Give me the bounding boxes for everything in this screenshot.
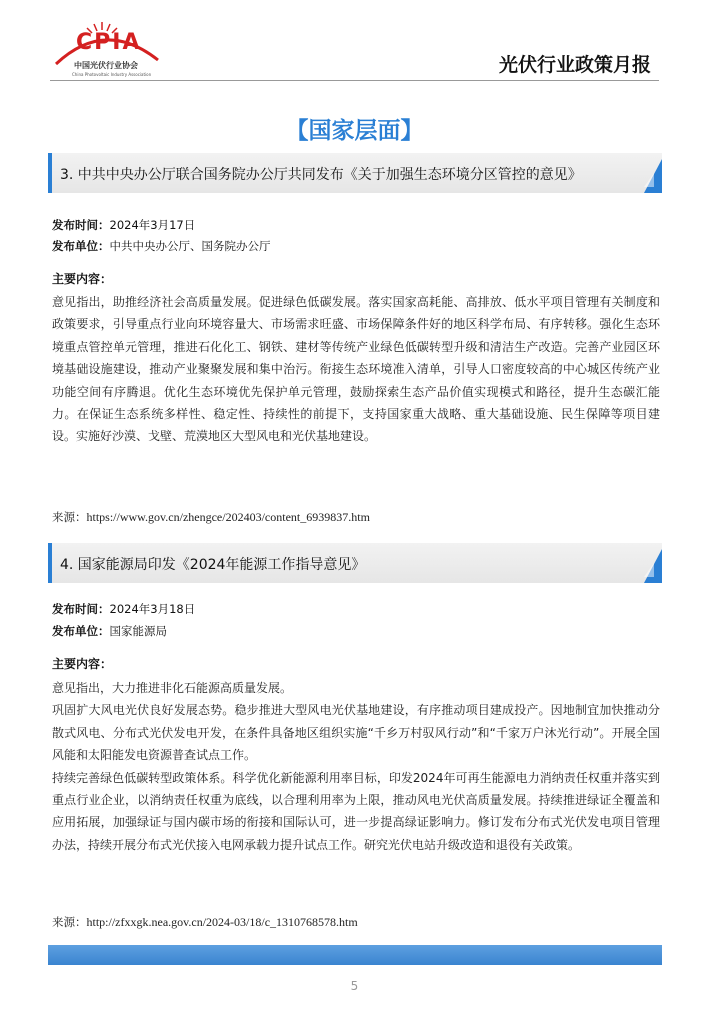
section-accent bbox=[48, 153, 52, 193]
source-line: 来源：https://www.gov.cn/zhengce/202403/content_6939837.htm bbox=[52, 510, 370, 524]
footer-bar bbox=[48, 945, 662, 965]
header-divider bbox=[50, 80, 659, 81]
section-accent bbox=[48, 543, 52, 583]
logo-cn: 中国光伏行业协会 bbox=[74, 61, 138, 70]
content-body bbox=[52, 291, 660, 448]
section-title-bar bbox=[48, 543, 662, 583]
content-label: 主要内容： bbox=[52, 657, 113, 671]
publish-unit: 发布单位：国家能源局 bbox=[52, 624, 167, 638]
source-link[interactable]: https://www.gov.cn/zhengce/202403/content_6939837.htm bbox=[86, 510, 370, 524]
logo-text: CPIA bbox=[76, 30, 142, 55]
section-title-bar bbox=[48, 153, 662, 193]
publish-unit: 发布单位：中共中央办公厅、国务院办公厅 bbox=[52, 239, 271, 253]
level-title: 【国家层面】 bbox=[285, 118, 424, 144]
content-label: 主要内容： bbox=[52, 272, 113, 286]
corner-decoration-icon bbox=[640, 159, 662, 193]
logo-en: China Photovoltaic Industry Association bbox=[72, 72, 152, 77]
content-paragraph: 持续完善绿色低碳转型政策体系。科学优化新能源利用率目标，印发2024年可再生能源电力消纳责任权重并落实到重点行业企业，以消纳责任权重为底线，以合理利用率为上限，推动风电光伏高质量发展。持续推进绿证全覆盖和应用拓展，加强绿证与国内碳市场的衔接和国际认可，进一步提高绿证影响力。修订发布分布式光伏发电项目管理办法，持续开展分布式光伏接入电网承载力提升试点工作。研究光伏电站升级改造和退役有关政策。 bbox=[52, 770, 660, 852]
report-title: 光伏行业政策月报 bbox=[498, 54, 651, 76]
publish-date: 发布时间：2024年3月18日 bbox=[52, 602, 196, 616]
section-title: 4. 国家能源局印发《2024年能源工作指导意见》 bbox=[60, 557, 366, 573]
section-title: 3. 中共中央办公厅联合国务院办公厅共同发布《关于加强生态环境分区管控的意见》 bbox=[60, 167, 582, 183]
page-number: 5 bbox=[350, 979, 359, 993]
source-link[interactable]: http://zfxxgk.nea.gov.cn/2024-03/18/c_1310768578.htm bbox=[86, 915, 358, 929]
content-paragraph: 巩固扩大风电光伏良好发展态势。稳步推进大型风电光伏基地建设，有序推动项目建成投产。因地制宜加快推动分散式风电、分布式光伏发电开发，在条件具备地区组织实施“千乡万村驭风行动”和“千家万户沐光行动”。开展全国风能和太阳能发电资源普查试点工作。 bbox=[52, 703, 660, 763]
corner-decoration-icon bbox=[640, 549, 662, 583]
publish-date: 发布时间：2024年3月17日 bbox=[52, 218, 196, 232]
content-body bbox=[52, 677, 660, 856]
content-paragraph: 意见指出，助推经济社会高质量发展。促进绿色低碳发展。落实国家高耗能、高排放、低水平项目管理有关制度和政策要求，引导重点行业向环境容量大、市场需求旺盛、市场保障条件好的地区科学布局、有序转移。强化生态环境重点管控单元管理，推进石化化工、钢铁、建材等传统产业绿色低碳转型升级和清洁生产改造。完善产业园区环境基础设施建设，推动产业聚聚发展和集中治污。衔接生态环境准入清单，引导人口密度较高的中心城区传统产业功能空间有序腾退。优化生态环境优先保护单元管理，鼓励探索生态产品价值实现模式和路径，提升生态碳汇能力。在保证生态系统多样性、稳定性、持续性的前提下，支持国家重大战略、重大基础设施、民生保障等项目建设。实施好沙漠、戈壁、荒漠地区大型风电和光伏基地建设。 bbox=[52, 295, 660, 444]
cpia-logo bbox=[50, 20, 170, 82]
page-header bbox=[0, 0, 709, 90]
source-line: 来源：http://zfxxgk.nea.gov.cn/2024-03/18/c_1310768578.htm bbox=[52, 915, 358, 929]
content-paragraph: 意见指出，大力推进非化石能源高质量发展。 bbox=[52, 681, 293, 695]
